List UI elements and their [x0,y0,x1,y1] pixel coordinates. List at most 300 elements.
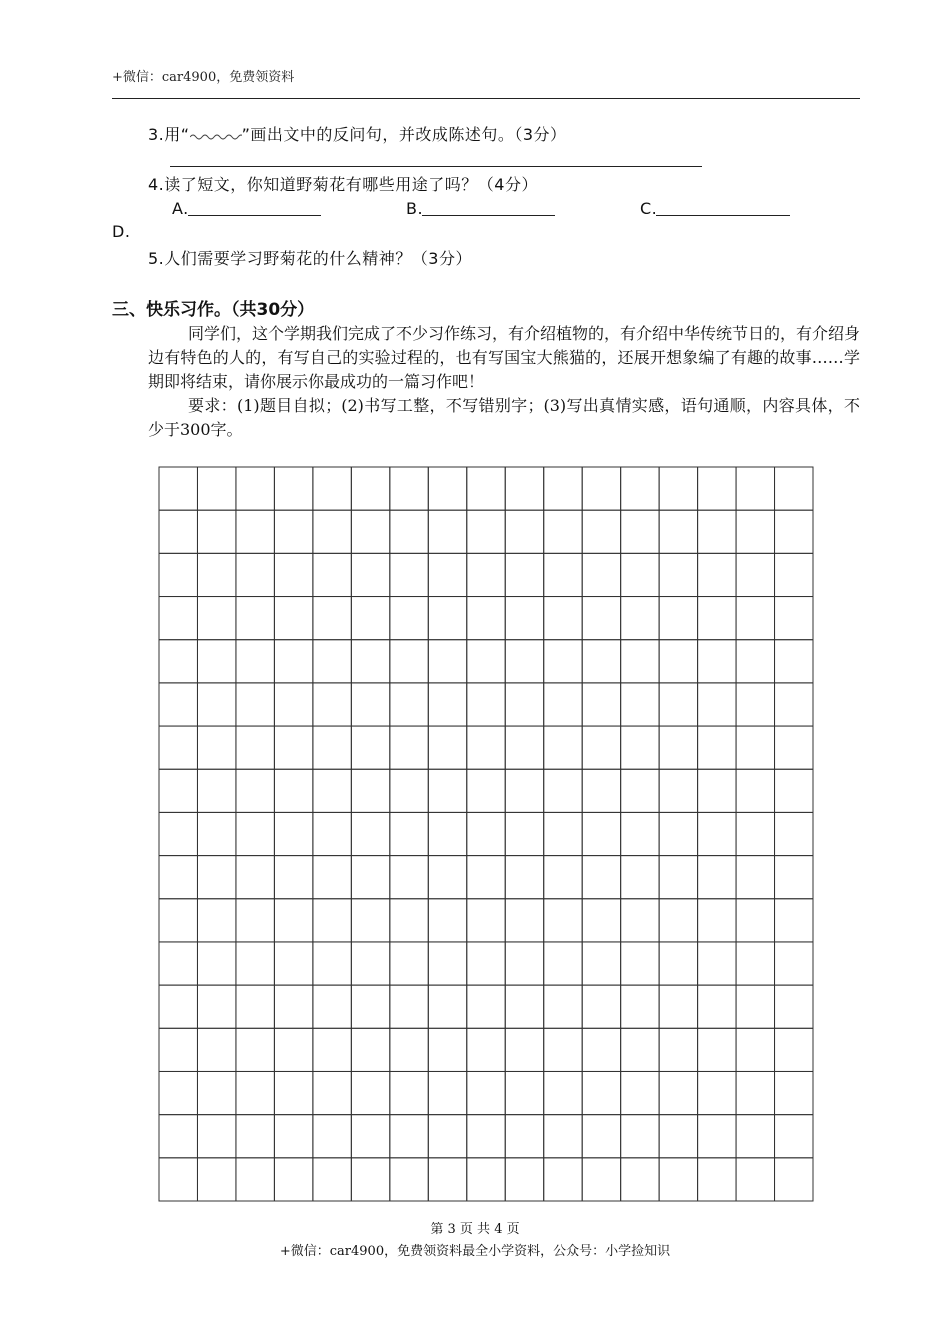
grid-cell[interactable] [313,856,351,899]
grid-cell[interactable] [775,1115,813,1158]
grid-cell[interactable] [582,812,620,855]
grid-cell[interactable] [736,1028,774,1071]
grid-cell[interactable] [428,553,466,596]
grid-cell[interactable] [775,942,813,985]
grid-cell[interactable] [351,510,389,553]
grid-cell[interactable] [351,942,389,985]
grid-cell[interactable] [659,1028,697,1071]
grid-cell[interactable] [159,467,197,510]
grid-cell[interactable] [467,812,505,855]
grid-cell[interactable] [698,985,736,1028]
grid-cell[interactable] [428,1071,466,1114]
answer-line-b[interactable] [422,215,555,216]
grid-cell[interactable] [544,510,582,553]
grid-cell[interactable] [159,856,197,899]
grid-cell[interactable] [313,1028,351,1071]
grid-cell[interactable] [428,942,466,985]
grid-cell[interactable] [698,769,736,812]
grid-cell[interactable] [274,1158,312,1201]
grid-cell[interactable] [659,683,697,726]
grid-cell[interactable] [544,856,582,899]
grid-cell[interactable] [544,769,582,812]
grid-cell[interactable] [197,856,235,899]
grid-cell[interactable] [736,1158,774,1201]
grid-cell[interactable] [698,467,736,510]
grid-cell[interactable] [428,856,466,899]
grid-cell[interactable] [274,640,312,683]
grid-cell[interactable] [582,726,620,769]
grid-cell[interactable] [582,1071,620,1114]
grid-cell[interactable] [544,942,582,985]
grid-cell[interactable] [736,812,774,855]
grid-cell[interactable] [236,726,274,769]
grid-cell[interactable] [159,640,197,683]
grid-cell[interactable] [659,899,697,942]
grid-cell[interactable] [197,467,235,510]
option-d-label: D. [112,222,131,241]
grid-cell[interactable] [467,1071,505,1114]
section-3-requirements: 要求：(1)题目自拟；(2)书写工整，不写错别字；(3)写出真情实感，语句通顺，内容具体，不少于300字。 [148,396,860,439]
grid-cell[interactable] [621,856,659,899]
grid-cell[interactable] [582,1158,620,1201]
grid-cell[interactable] [736,640,774,683]
grid-cell[interactable] [274,597,312,640]
grid-cell[interactable] [505,597,543,640]
grid-cell[interactable] [159,985,197,1028]
grid-cell[interactable] [197,597,235,640]
grid-cell[interactable] [197,553,235,596]
grid-cell[interactable] [313,726,351,769]
grid-cell[interactable] [582,899,620,942]
grid-cell[interactable] [775,553,813,596]
grid-cell[interactable] [236,553,274,596]
grid-cell[interactable] [390,899,428,942]
grid-cell[interactable] [351,1028,389,1071]
grid-cell[interactable] [659,769,697,812]
grid-cell[interactable] [313,769,351,812]
grid-cell[interactable] [197,640,235,683]
grid-cell[interactable] [544,683,582,726]
grid-cell[interactable] [698,856,736,899]
grid-cell[interactable] [659,640,697,683]
grid-cell[interactable] [159,942,197,985]
grid-cell[interactable] [390,812,428,855]
grid-cell[interactable] [467,683,505,726]
grid-cell[interactable] [698,726,736,769]
grid-cell[interactable] [197,812,235,855]
grid-cell[interactable] [544,467,582,510]
grid-cell[interactable] [467,769,505,812]
grid-cell[interactable] [505,1071,543,1114]
grid-cell[interactable] [313,985,351,1028]
grid-cell[interactable] [544,726,582,769]
grid-cell[interactable] [659,812,697,855]
grid-cell[interactable] [428,985,466,1028]
answer-line-c[interactable] [656,215,790,216]
grid-cell[interactable] [698,1071,736,1114]
grid-cell[interactable] [197,510,235,553]
grid-cell[interactable] [274,1028,312,1071]
grid-cell[interactable] [467,942,505,985]
grid-cell[interactable] [351,1115,389,1158]
grid-cell[interactable] [775,769,813,812]
grid-cell[interactable] [736,510,774,553]
grid-cell[interactable] [274,899,312,942]
grid-cell[interactable] [390,597,428,640]
grid-cell[interactable] [544,597,582,640]
grid-cell[interactable] [159,1071,197,1114]
grid-cell[interactable] [428,467,466,510]
grid-cell[interactable] [390,553,428,596]
grid-cell[interactable] [390,510,428,553]
grid-cell[interactable] [236,640,274,683]
grid-cell[interactable] [236,1115,274,1158]
grid-cell[interactable] [698,1028,736,1071]
grid-cell[interactable] [274,683,312,726]
grid-cell[interactable] [159,726,197,769]
grid-cell[interactable] [621,467,659,510]
grid-cell[interactable] [236,899,274,942]
grid-cell[interactable] [582,553,620,596]
grid-cell[interactable] [197,985,235,1028]
grid-cell[interactable] [621,1028,659,1071]
grid-cell[interactable] [544,812,582,855]
grid-cell[interactable] [351,1071,389,1114]
grid-cell[interactable] [236,769,274,812]
grid-cell[interactable] [505,769,543,812]
grid-cell[interactable] [159,683,197,726]
grid-cell[interactable] [390,1071,428,1114]
grid-cell[interactable] [736,553,774,596]
grid-cell[interactable] [544,1115,582,1158]
grid-cell[interactable] [775,985,813,1028]
grid-cell[interactable] [197,683,235,726]
grid-cell[interactable] [621,1115,659,1158]
grid-cell[interactable] [582,683,620,726]
grid-cell[interactable] [505,856,543,899]
grid-cell[interactable] [351,1158,389,1201]
grid-cell[interactable] [582,640,620,683]
grid-cell[interactable] [428,812,466,855]
grid-cell[interactable] [736,856,774,899]
grid-cell[interactable] [428,683,466,726]
grid-cell[interactable] [621,726,659,769]
grid-cell[interactable] [698,597,736,640]
grid-cell[interactable] [197,1115,235,1158]
grid-cell[interactable] [582,597,620,640]
grid-cell[interactable] [159,1028,197,1071]
grid-cell[interactable] [775,1158,813,1201]
grid-cell[interactable] [351,597,389,640]
grid-cell[interactable] [621,769,659,812]
grid-cell[interactable] [159,899,197,942]
grid-cell[interactable] [390,1158,428,1201]
grid-cell[interactable] [621,1158,659,1201]
grid-cell[interactable] [505,467,543,510]
grid-cell[interactable] [698,1115,736,1158]
grid-cell[interactable] [351,467,389,510]
grid-cell[interactable] [698,640,736,683]
answer-line-q3[interactable] [170,166,702,167]
grid-cell[interactable] [390,683,428,726]
grid-cell[interactable] [197,942,235,985]
grid-cell[interactable] [621,553,659,596]
grid-cell[interactable] [659,942,697,985]
grid-cell[interactable] [698,812,736,855]
grid-cell[interactable] [544,1158,582,1201]
grid-cell[interactable] [582,510,620,553]
grid-cell[interactable] [351,726,389,769]
grid-cell[interactable] [736,942,774,985]
grid-cell[interactable] [736,1071,774,1114]
option-b-label: B. [406,199,424,218]
grid-cell[interactable] [621,985,659,1028]
grid-cell[interactable] [428,769,466,812]
answer-line-a[interactable] [188,215,321,216]
grid-cell[interactable] [351,899,389,942]
grid-cell[interactable] [775,726,813,769]
grid-cell[interactable] [428,597,466,640]
grid-cell[interactable] [351,856,389,899]
grid-cell[interactable] [313,942,351,985]
grid-cell[interactable] [505,553,543,596]
grid-cell[interactable] [428,1028,466,1071]
grid-cell[interactable] [236,1071,274,1114]
grid-cell[interactable] [659,985,697,1028]
grid-cell[interactable] [659,726,697,769]
grid-cell[interactable] [274,856,312,899]
grid-cell[interactable] [467,1158,505,1201]
grid-cell[interactable] [274,467,312,510]
grid-cell[interactable] [467,553,505,596]
grid-cell[interactable] [197,1158,235,1201]
grid-cell[interactable] [659,467,697,510]
grid-cell[interactable] [274,553,312,596]
grid-cell[interactable] [505,640,543,683]
grid-cell[interactable] [236,510,274,553]
writing-grid[interactable] [158,466,814,1202]
grid-cell[interactable] [197,899,235,942]
grid-cell[interactable] [390,467,428,510]
grid-cell[interactable] [467,899,505,942]
grid-cell[interactable] [621,683,659,726]
grid-cell[interactable] [351,985,389,1028]
grid-cell[interactable] [351,553,389,596]
grid-cell[interactable] [390,856,428,899]
grid-cell[interactable] [736,467,774,510]
grid-cell[interactable] [775,1028,813,1071]
grid-cell[interactable] [236,1028,274,1071]
grid-cell[interactable] [390,1115,428,1158]
grid-cell[interactable] [544,553,582,596]
grid-cell[interactable] [698,942,736,985]
grid-cell[interactable] [236,856,274,899]
grid-cell[interactable] [505,510,543,553]
grid-cell[interactable] [544,640,582,683]
grid-cell[interactable] [274,769,312,812]
grid-cell[interactable] [274,942,312,985]
grid-cell[interactable] [775,683,813,726]
grid-cell[interactable] [197,726,235,769]
grid-cell[interactable] [313,683,351,726]
grid-cell[interactable] [467,985,505,1028]
option-a-label: A. [172,199,189,218]
grid-cell[interactable] [582,985,620,1028]
grid-cell[interactable] [736,899,774,942]
grid-cell[interactable] [351,769,389,812]
grid-cell[interactable] [698,683,736,726]
grid-cell[interactable] [582,1115,620,1158]
grid-cell[interactable] [659,856,697,899]
grid-cell[interactable] [274,726,312,769]
grid-cell[interactable] [390,769,428,812]
grid-cell[interactable] [544,985,582,1028]
grid-cell[interactable] [274,1071,312,1114]
grid-cell[interactable] [236,942,274,985]
grid-cell[interactable] [736,769,774,812]
grid-cell[interactable] [236,812,274,855]
grid-cell[interactable] [736,726,774,769]
grid-cell[interactable] [313,640,351,683]
grid-cell[interactable] [467,1115,505,1158]
grid-cell[interactable] [505,812,543,855]
grid-cell[interactable] [698,510,736,553]
grid-cell[interactable] [390,942,428,985]
grid-cell[interactable] [505,1115,543,1158]
grid-cell[interactable] [428,1158,466,1201]
grid-cell[interactable] [736,985,774,1028]
grid-cell[interactable] [467,856,505,899]
grid-cell[interactable] [621,899,659,942]
grid-cell[interactable] [775,856,813,899]
grid-cell[interactable] [467,1028,505,1071]
grid-cell[interactable] [775,467,813,510]
grid-cell[interactable] [313,597,351,640]
grid-cell[interactable] [390,985,428,1028]
grid-cell[interactable] [505,1158,543,1201]
grid-cell[interactable] [274,1115,312,1158]
grid-cell[interactable] [428,640,466,683]
grid-cell[interactable] [159,597,197,640]
grid-cell[interactable] [505,726,543,769]
grid-cell[interactable] [390,640,428,683]
grid-cell[interactable] [736,597,774,640]
grid-cell[interactable] [505,683,543,726]
grid-cell[interactable] [659,597,697,640]
grid-cell[interactable] [659,510,697,553]
grid-cell[interactable] [467,467,505,510]
grid-cell[interactable] [775,597,813,640]
grid-cell[interactable] [467,597,505,640]
grid-cell[interactable] [159,1115,197,1158]
grid-cell[interactable] [621,812,659,855]
grid-cell[interactable] [313,553,351,596]
grid-cell[interactable] [544,1028,582,1071]
grid-cell[interactable] [351,683,389,726]
grid-cell[interactable] [274,510,312,553]
grid-cell[interactable] [313,899,351,942]
grid-cell[interactable] [659,1115,697,1158]
grid-cell[interactable] [159,510,197,553]
question-3-prefix: 3.用“ [148,125,190,144]
grid-cell[interactable] [428,726,466,769]
grid-cell[interactable] [775,640,813,683]
grid-cell[interactable] [659,1071,697,1114]
grid-cell[interactable] [659,1158,697,1201]
grid-cell[interactable] [274,985,312,1028]
grid-cell[interactable] [428,510,466,553]
grid-cell[interactable] [467,640,505,683]
grid-cell[interactable] [236,985,274,1028]
grid-cell[interactable] [313,1115,351,1158]
grid-cell[interactable] [505,942,543,985]
grid-cell[interactable] [390,726,428,769]
grid-cell[interactable] [505,1028,543,1071]
grid-cell[interactable] [428,899,466,942]
grid-cell[interactable] [505,899,543,942]
grid-cell[interactable] [313,1071,351,1114]
grid-cell[interactable] [390,1028,428,1071]
grid-cell[interactable] [467,510,505,553]
grid-cell[interactable] [775,812,813,855]
grid-cell[interactable] [544,899,582,942]
grid-cell[interactable] [775,899,813,942]
grid-cell[interactable] [698,899,736,942]
grid-cell[interactable] [236,467,274,510]
grid-cell[interactable] [621,942,659,985]
question-3 [148,122,567,145]
grid-cell[interactable] [582,467,620,510]
grid-cell[interactable] [505,985,543,1028]
grid-cell[interactable] [582,769,620,812]
grid-cell[interactable] [582,856,620,899]
grid-cell[interactable] [313,467,351,510]
grid-cell[interactable] [621,510,659,553]
grid-cell[interactable] [236,683,274,726]
grid-cell[interactable] [159,769,197,812]
grid-cell[interactable] [659,553,697,596]
grid-cell[interactable] [274,812,312,855]
grid-cell[interactable] [197,1071,235,1114]
grid-cell[interactable] [582,942,620,985]
grid-cell[interactable] [736,683,774,726]
grid-cell[interactable] [351,640,389,683]
grid-cell[interactable] [197,769,235,812]
grid-cell[interactable] [159,553,197,596]
grid-cell[interactable] [698,1158,736,1201]
grid-cell[interactable] [313,1158,351,1201]
grid-cell[interactable] [621,640,659,683]
grid-cell[interactable] [236,1158,274,1201]
grid-cell[interactable] [775,1071,813,1114]
grid-cell[interactable] [313,812,351,855]
grid-cell[interactable] [467,726,505,769]
grid-cell[interactable] [159,1158,197,1201]
grid-cell[interactable] [236,597,274,640]
grid-cell[interactable] [351,812,389,855]
grid-cell[interactable] [197,1028,235,1071]
grid-cell[interactable] [621,597,659,640]
grid-cell[interactable] [775,510,813,553]
grid-cell[interactable] [698,553,736,596]
grid-cell[interactable] [621,1071,659,1114]
grid-cell[interactable] [313,510,351,553]
grid-cell[interactable] [582,1028,620,1071]
grid-cell[interactable] [544,1071,582,1114]
grid-cell[interactable] [159,812,197,855]
grid-cell[interactable] [736,1115,774,1158]
grid-cell[interactable] [428,1115,466,1158]
